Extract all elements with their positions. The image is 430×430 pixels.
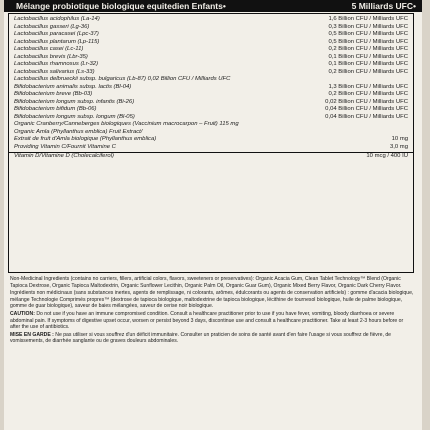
fine-print bbox=[10, 276, 414, 346]
header-band bbox=[4, 0, 422, 12]
ingredient-name: Vitamin D/Vitamine D (Cholecalciferol) bbox=[14, 153, 114, 159]
ingredient-amount: 0,2 Billion CFU / Milliards UFC bbox=[328, 46, 408, 52]
ingredient-amount: 3,0 mg bbox=[389, 143, 408, 150]
ingredient-amount: 0,5 Billion CFU / Milliards UFC bbox=[328, 31, 408, 37]
ingredients-box bbox=[8, 13, 414, 273]
ingredient-name: Lactobacillus gasseri (Lg-36) bbox=[14, 23, 90, 30]
ingredient-name: Lactobacillus casei (Lc-11) bbox=[14, 46, 84, 52]
ingredient-list bbox=[14, 16, 408, 161]
ingredient-name: Bifidobacterium longum subsp. longum (Bl-05) bbox=[14, 113, 135, 120]
ingredient-amount: 0,1 Billion CFU / Milliards UFC bbox=[328, 53, 408, 60]
ingredient-row bbox=[14, 76, 408, 84]
ingredient-amount: 1,3 Billion CFU / Milliards UFC bbox=[328, 83, 408, 90]
ingredient-row bbox=[14, 129, 408, 137]
ingredient-name: Organic Amla (Phyllanthus emblica) Fruit Extract/ bbox=[14, 128, 143, 135]
ingredient-amount bbox=[402, 121, 408, 129]
ingredient-row bbox=[14, 136, 408, 144]
ingredient-name: Lactobacillus plantarum (Lp-115) bbox=[14, 38, 100, 45]
potency-text: 5 Milliards UFC• bbox=[351, 1, 416, 11]
ingredient-row bbox=[14, 24, 408, 32]
ingredient-amount: 0,02 Billion CFU / Milliards UFC bbox=[325, 98, 408, 105]
mise-en-garde-label: MISE EN GARDE : bbox=[10, 331, 54, 338]
ingredient-row bbox=[14, 114, 408, 122]
ingredient-row bbox=[14, 46, 408, 54]
ingredient-row bbox=[14, 16, 408, 24]
ingredient-name: Extrait de fruit d'Amla biologique (Phyllanthus emblica) bbox=[14, 136, 157, 142]
ingredient-row bbox=[14, 121, 408, 129]
ingredient-row bbox=[14, 99, 408, 107]
ingredient-name: Bifidobacterium breve (Bb-03) bbox=[14, 91, 93, 97]
ingredient-amount: 10 mcg / 400 IU bbox=[366, 153, 408, 159]
ingredient-name: Lactobacillus acidophilus (La-14) bbox=[14, 16, 100, 22]
ingredient-amount bbox=[402, 76, 408, 84]
ingredient-name: Organic Cranberry/Canneberges biologiques (Vaccinium macrocarpon – Fruit) 115 mg bbox=[14, 121, 239, 127]
ingredient-row bbox=[14, 31, 408, 39]
supplement-label bbox=[4, 0, 422, 430]
ingredient-name: Providing Vitamin C/Fournit Vitamine C bbox=[14, 143, 116, 150]
non-medicinal-ingredients: Non-Medicinal Ingredients (contains no carriers, fillers, artificial colors, flavors, sweeteners or preservatives): Organic Acacia Gum, Clean Tablet Technology™ Blend (Organic Tapioca Dextrose, Organic Tapioca Maltodextrin, Organic Sunflower Lecithin, Organic Palm Oil, Organic Guar Gum), Organic Mixed Berry Flavor, Organic Dark Cherry Flavor. bbox=[10, 276, 402, 289]
ingredient-name: Lactobacillus paracasei (Lpc-37) bbox=[14, 31, 99, 37]
ingredient-name: Lactobacillus rhamnosus (Lr-32) bbox=[14, 61, 99, 67]
ingredient-name: Bifidobacterium animalis subsp. lactis (Bl-04) bbox=[14, 83, 132, 90]
product-title: Mélange probiotique biologique equitedien Enfants• bbox=[16, 1, 226, 11]
ingredient-row bbox=[14, 153, 408, 161]
ingredient-amount: 0,04 Billion CFU / Milliards UFC bbox=[325, 106, 408, 112]
caution-label: CAUTION: bbox=[10, 311, 35, 318]
ingredient-row bbox=[14, 39, 408, 47]
ingredient-amount: 1,6 Billion CFU / Milliards UFC bbox=[328, 16, 408, 22]
ingredient-name: Lactobacillus delbrueckii subsp. bulgaricus (Lb-87) 0,02 Billion CFU / Milliards UFC bbox=[14, 76, 231, 82]
ingredient-name: Bifidobacterium longum subsp. infantis (Bi-26) bbox=[14, 98, 135, 105]
non-medicinal-ingredients-fr: Ingrédients non médicinaux (sans substances inertes, agents de remplissage, ni colorants, arômes, édulcorants ou agents de conservation artificiels) : gomme d'acacia biologique, mélange Technologie Comprimés propres™ (dextrose de tapioca biologique, maltodextrine de tapioca biologique, lécithine de tournesol biologique, huile de palme biologique, gomme de guar biologique), saveur de baies mélangées, saveur de cerise noir biologique. bbox=[10, 290, 414, 310]
caution-text: Do not use if you have an immune compromised condition. Consult a healthcare practitioner prior to use if you have fever, vomiting, bloody diarrhoea or severe abdominal pain. If symptoms of digestive upset occur, worsen or persist beyond 3 days, discontinue use and consult a healthcare practitioner. Take at least 2-3 hours before or after the use of antibiotics. bbox=[10, 311, 404, 331]
ingredient-row bbox=[14, 61, 408, 69]
ingredient-name: Lactobacillus brevis (Lbr-35) bbox=[14, 53, 88, 60]
caution-paragraph bbox=[10, 311, 414, 331]
ingredient-amount: 0,04 Billion CFU / Milliards UFC bbox=[325, 113, 408, 120]
ingredient-amount: 0,5 Billion CFU / Milliards UFC bbox=[328, 38, 408, 45]
ingredient-amount: 0,2 Billion CFU / Milliards UFC bbox=[328, 68, 408, 75]
ingredient-row bbox=[14, 69, 408, 77]
ingredient-name: Bifidobacterium bifidum (Bb-06) bbox=[14, 106, 97, 112]
ingredient-amount: 0,3 Billion CFU / Milliards UFC bbox=[328, 23, 408, 30]
ingredient-row bbox=[14, 54, 408, 62]
ingredient-row bbox=[14, 106, 408, 114]
ingredient-row bbox=[14, 91, 408, 99]
ingredient-amount: 0,2 Billion CFU / Milliards UFC bbox=[328, 91, 408, 97]
mise-en-garde-paragraph bbox=[10, 332, 414, 345]
ingredient-amount: 10 mg bbox=[391, 136, 408, 142]
mise-en-garde-text: Ne pas utiliser si vous souffrez d'un déficit immunitaire. Consulter un praticien de soins de santé avant d'en faire l'usage si vous souffrez de fièvre, de vomissements, de diarrhée sanglante ou de graves douleurs abdominales. bbox=[10, 331, 391, 345]
ingredient-row bbox=[14, 84, 408, 92]
ingredient-amount: 0,1 Billion CFU / Milliards UFC bbox=[328, 61, 408, 67]
ingredient-row bbox=[14, 144, 408, 152]
ingredient-amount bbox=[402, 129, 408, 137]
ingredient-name: Lactobacillus salivarius (Ls-33) bbox=[14, 68, 95, 75]
